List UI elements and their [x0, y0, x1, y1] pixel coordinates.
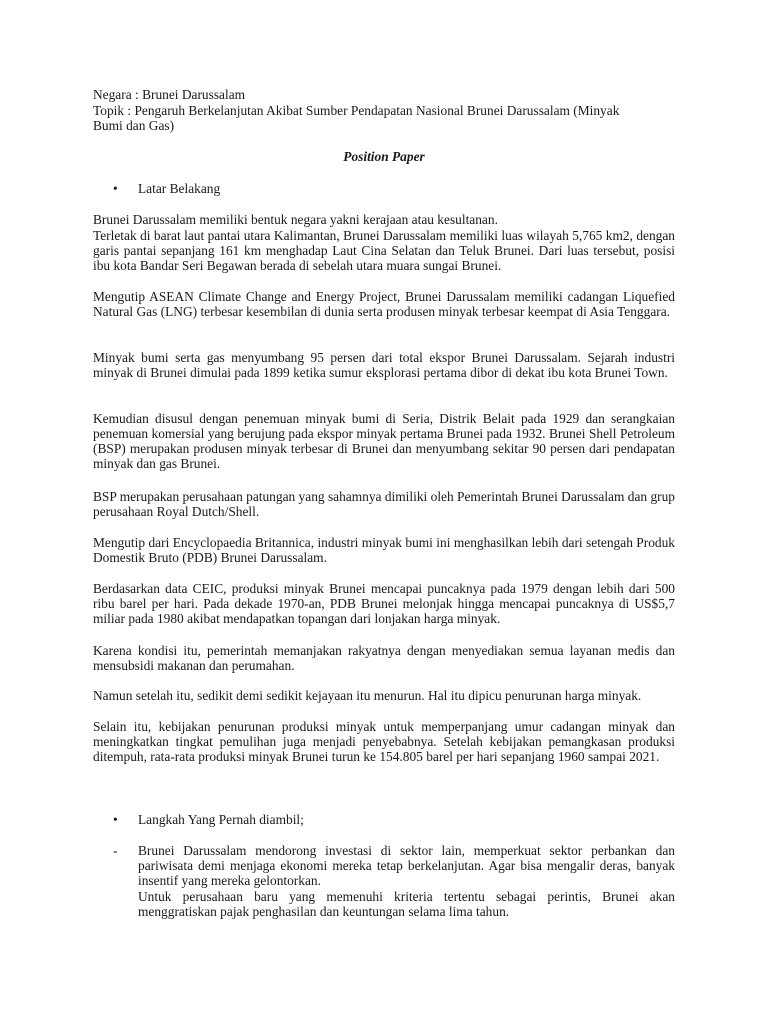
bullet-icon: •: [113, 812, 118, 827]
bullet-icon: •: [113, 181, 118, 196]
paragraph-bsp: Kemudian disusul dengan penemuan minyak bumi di Seria, Distrik Belait pada 1929 dan serangkaian penemuan komersial yang berujung pada ekspor minyak pertama Brunei pada 1932. Brunei Shell Petroleum (BSP) merupakan produsen minyak terbesar di Brunei dan menyumbang sekitar 90 persen dari pendapatan minyak dan gas Brunei.: [93, 411, 675, 471]
section-heading-steps: Langkah Yang Pernah diambil;: [138, 812, 304, 827]
country-line: Negara : Brunei Darussalam: [93, 87, 246, 102]
paragraph-state-form: Brunei Darussalam memiliki bentuk negara yakni kerajaan atau kesultanan.: [93, 212, 498, 227]
paragraph-britannica: Mengutip dari Encyclopaedia Britannica, industri minyak bumi ini menghasilkan lebih dari setengah Produk Domestik Bruto (PDB) Brunei Darussalam.: [93, 535, 675, 565]
paragraph-subsidies: Karena kondisi itu, pemerintah memanjakan rakyatnya dengan menyediakan semua layanan medis dan mensubsidi makanan dan perumahan.: [93, 643, 675, 673]
step-item-tax-exemption: Untuk perusahaan baru yang memenuhi kriteria tertentu sebagai perintis, Brunei akan menggratiskan pajak penghasilan dan keuntungan selama lima tahun.: [138, 889, 675, 919]
paragraph-lng-reserves: Mengutip ASEAN Climate Change and Energy Project, Brunei Darussalam memiliki cadangan Liquefied Natural Gas (LNG) terbesar kesembilan di dunia serta produsen minyak terbesar keempat di Asia Tenggara.: [93, 289, 675, 319]
section-heading-background: Latar Belakang: [138, 181, 221, 196]
topic-line-2: Bumi dan Gas): [93, 118, 175, 133]
topic-line-1: Topik : Pengaruh Berkelanjutan Akibat Sumber Pendapatan Nasional Brunei Darussalam (Minyak: [93, 103, 620, 118]
paragraph-geography: Terletak di barat laut pantai utara Kalimantan, Brunei Darussalam memiliki luas wilayah 5,765 km2, dengan garis pantai sepanjang 161 km menghadap Laut Cina Selatan dan Teluk Brunei. Dari luas tersebut, posisi ibu kota Bandar Seri Begawan berada di sebelah utara muara sungai Brunei.: [93, 228, 675, 273]
paragraph-ceic: Berdasarkan data CEIC, produksi minyak Brunei mencapai puncaknya pada 1979 dengan lebih dari 500 ribu barel per hari. Pada dekade 1970-an, PDB Brunei melonjak hingga mencapai puncaknya di US$5,7 miliar pada 1980 akibat mendapatkan topangan dari lonjakan harga minyak.: [93, 581, 675, 626]
step-item-investment: Brunei Darussalam mendorong investasi di sektor lain, memperkuat sektor perbankan dan pariwisata demi menjaga ekonomi mereka tetap berkelanjutan. Agar bisa mengalir deras, banyak insentif yang mereka gelontorkan.: [138, 843, 675, 888]
paragraph-oil-exports: Minyak bumi serta gas menyumbang 95 persen dari total ekspor Brunei Darussalam. Sejarah industri minyak di Brunei dimulai pada 1899 ketika sumur eksplorasi pertama dibor di dekat ibu kota Brunei Town.: [93, 350, 675, 380]
paragraph-production-policy: Selain itu, kebijakan penurunan produksi minyak untuk memperpanjang umur cadangan minyak dan meningkatkan tingkat pemulihan juga menjadi penyebabnya. Setelah kebijakan pemangkasan produksi ditempuh, rata-rata produksi minyak Brunei turun ke 154.805 barel per hari sepanjang 1960 sampai 2021.: [93, 719, 675, 764]
dash-marker: -: [113, 843, 118, 858]
paragraph-joint-venture: BSP merupakan perusahaan patungan yang sahamnya dimiliki oleh Pemerintah Brunei Darussalam dan grup perusahaan Royal Dutch/Shell.: [93, 489, 675, 519]
paragraph-decline: Namun setelah itu, sedikit demi sedikit kejayaan itu menurun. Hal itu dipicu penurunan harga minyak.: [93, 688, 642, 703]
document-title: Position Paper: [343, 149, 425, 164]
